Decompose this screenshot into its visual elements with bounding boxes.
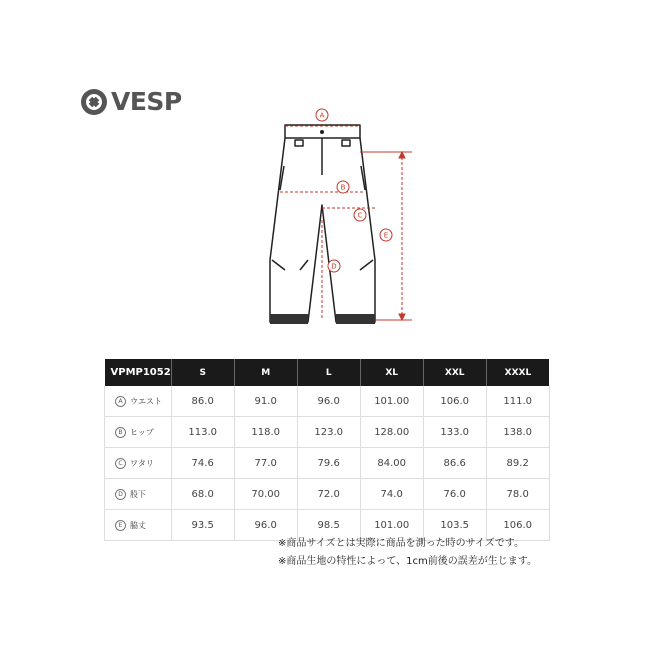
table-cell: 74.0 bbox=[360, 479, 423, 510]
table-cell: 77.0 bbox=[234, 448, 297, 479]
table-cell: 106.0 bbox=[486, 510, 549, 541]
table-row bbox=[105, 417, 550, 448]
row-label: E 脇丈 bbox=[105, 510, 172, 541]
table-cell: 84.00 bbox=[360, 448, 423, 479]
size-header: L bbox=[297, 359, 360, 386]
pants-measurement-diagram bbox=[260, 100, 420, 340]
table-cell: 101.00 bbox=[360, 386, 423, 417]
size-header: XXL bbox=[423, 359, 486, 386]
table-header-row bbox=[105, 359, 550, 386]
size-notes bbox=[278, 535, 537, 571]
table-row bbox=[105, 448, 550, 479]
table-row bbox=[105, 479, 550, 510]
table-cell: 78.0 bbox=[486, 479, 549, 510]
marker-a-icon: A bbox=[115, 396, 126, 407]
size-header: XXXL bbox=[486, 359, 549, 386]
table-cell: 118.0 bbox=[234, 417, 297, 448]
brand-name: VESP bbox=[111, 87, 182, 116]
table-cell: 76.0 bbox=[423, 479, 486, 510]
marker-c: C bbox=[357, 211, 363, 220]
note-line: ※商品サイズとは実際に商品を測った時のサイズです。 bbox=[278, 538, 524, 549]
table-cell: 138.0 bbox=[486, 417, 549, 448]
row-label: C ワタリ bbox=[105, 448, 172, 479]
table-cell: 68.0 bbox=[171, 479, 234, 510]
table-cell: 89.2 bbox=[486, 448, 549, 479]
table-cell: 96.0 bbox=[234, 510, 297, 541]
table-cell: 123.0 bbox=[297, 417, 360, 448]
marker-c-icon: C bbox=[115, 458, 126, 469]
marker-e-icon: E bbox=[115, 520, 126, 531]
table-cell: 101.00 bbox=[360, 510, 423, 541]
table-cell: 91.0 bbox=[234, 386, 297, 417]
marker-b: B bbox=[340, 183, 346, 192]
marker-a: A bbox=[319, 111, 325, 120]
size-header: S bbox=[171, 359, 234, 386]
row-label: B ヒップ bbox=[105, 417, 172, 448]
brand-logo bbox=[80, 88, 182, 116]
table-cell: 79.6 bbox=[297, 448, 360, 479]
table-cell: 74.6 bbox=[171, 448, 234, 479]
model-number: VPMP1052 bbox=[105, 359, 172, 386]
vesp-logo-icon bbox=[80, 88, 108, 116]
table-cell: 96.0 bbox=[297, 386, 360, 417]
table-cell: 128.00 bbox=[360, 417, 423, 448]
size-header: M bbox=[234, 359, 297, 386]
marker-e: E bbox=[383, 231, 389, 240]
table-cell: 86.0 bbox=[171, 386, 234, 417]
table-cell: 86.6 bbox=[423, 448, 486, 479]
table-cell: 103.5 bbox=[423, 510, 486, 541]
table-cell: 72.0 bbox=[297, 479, 360, 510]
marker-b-icon: B bbox=[115, 427, 126, 438]
table-cell: 70.00 bbox=[234, 479, 297, 510]
note-line: ※商品生地の特性によって、1cm前後の誤差が生じます。 bbox=[278, 556, 537, 567]
row-label: A ウエスト bbox=[105, 386, 172, 417]
marker-d-icon: D bbox=[115, 489, 126, 500]
table-row bbox=[105, 386, 550, 417]
table-cell: 133.0 bbox=[423, 417, 486, 448]
size-header: XL bbox=[360, 359, 423, 386]
table-cell: 106.0 bbox=[423, 386, 486, 417]
table-cell: 113.0 bbox=[171, 417, 234, 448]
row-label: D 股下 bbox=[105, 479, 172, 510]
table-cell: 111.0 bbox=[486, 386, 549, 417]
table-cell: 98.5 bbox=[297, 510, 360, 541]
marker-d: D bbox=[331, 262, 337, 271]
table-cell: 93.5 bbox=[171, 510, 234, 541]
size-chart-table bbox=[104, 359, 550, 541]
